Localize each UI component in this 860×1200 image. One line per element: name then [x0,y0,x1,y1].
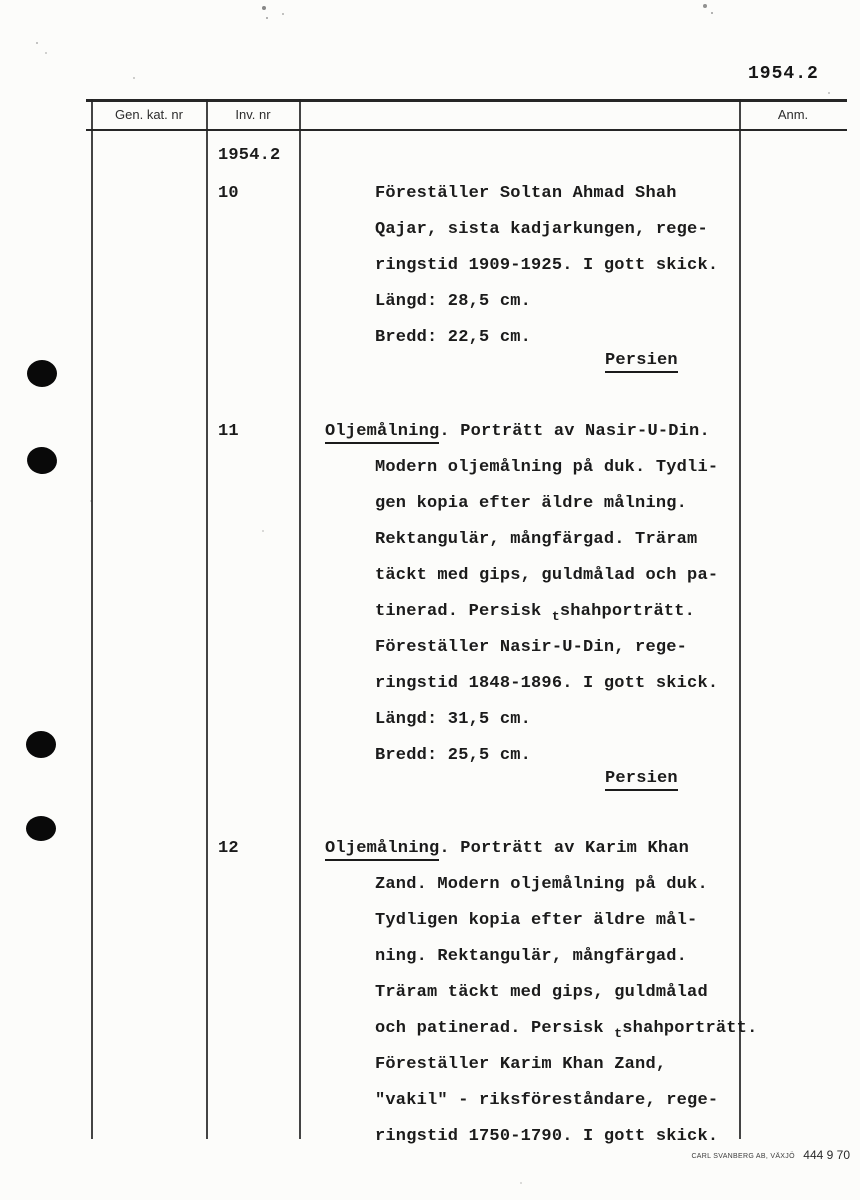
entry-line: Zand. Modern oljemålning på duk. [375,875,708,894]
inv-year-label: 1954.2 [218,146,281,165]
entry-line: ringstid 1750-1790. I gott skick. [375,1127,719,1146]
entry-line: Qajar, sista kadjarkungen, rege- [375,220,708,239]
catalog-entry [218,414,805,797]
inv-number: 11 [218,422,239,441]
entry-title: Oljemålning. Porträtt av Nasir-U-Din. [325,414,805,450]
table-left-border [91,99,93,1139]
entry-line: tinerad. Persisk $_t$shahporträtt. [375,602,696,624]
entry-line: Tydligen kopia efter äldre mål- [375,911,698,930]
catalog-entry [218,176,805,379]
entry-line: Längd: 28,5 cm. [375,292,532,311]
entry-line: ringstid 1848-1896. I gott skick. [375,674,719,693]
inv-number: 12 [218,839,239,858]
printer-footer [640,1146,850,1164]
page-ref: 1954.2 [748,64,819,84]
origin-label: Persien [605,343,805,379]
inv-number: 10 [218,184,239,203]
entry-line: Föreställer Nasir-U-Din, rege- [375,638,688,657]
printer-name: CARL SVANBERG AB, VÄXJÖ [691,1153,795,1160]
col-header-gen-kat-nr: Gen. kat. nr [115,107,183,122]
punch-hole [26,731,56,758]
punch-hole [27,360,57,387]
entry-title: Oljemålning. Porträtt av Karim Khan [325,831,805,867]
entry-line: Föreställer Karim Khan Zand, [375,1055,667,1074]
entry-line: och patinerad. Persisk $_t$shahporträtt. [375,1019,758,1041]
entry-line: Bredd: 25,5 cm. [375,746,532,765]
column-divider-genkat-inv [206,99,208,1139]
entry-line: ringstid 1909-1925. I gott skick. [375,256,719,275]
entry-line: "vakil" - riksföreståndare, rege- [375,1091,719,1110]
entry-line: Modern oljemålning på duk. Tydli- [375,458,719,477]
catalog-entry [218,831,805,1155]
printer-code: 444 9 70 [803,1148,850,1162]
entry-line: Rektangulär, mångfärgad. Träram [375,530,698,549]
entry-line: Bredd: 22,5 cm. [375,328,532,347]
entry-line: Föreställer Soltan Ahmad Shah [375,184,677,203]
scan-noise [0,0,2,2]
entry-line: ning. Rektangulär, mångfärgad. [375,947,688,966]
origin-label: Persien [605,761,805,797]
column-divider-inv-main [299,99,301,1139]
col-header-anm: Anm. [777,107,809,122]
punch-hole [25,445,58,476]
entry-line: täckt med gips, guldmålad och pa- [375,566,719,585]
entry-line: Träram täckt med gips, guldmålad [375,983,708,1002]
col-header-inv-nr: Inv. nr [235,107,271,122]
entry-line: Längd: 31,5 cm. [375,710,532,729]
punch-hole [26,816,56,841]
header-bottom-rule [86,129,847,131]
entry-line: gen kopia efter äldre målning. [375,494,688,513]
